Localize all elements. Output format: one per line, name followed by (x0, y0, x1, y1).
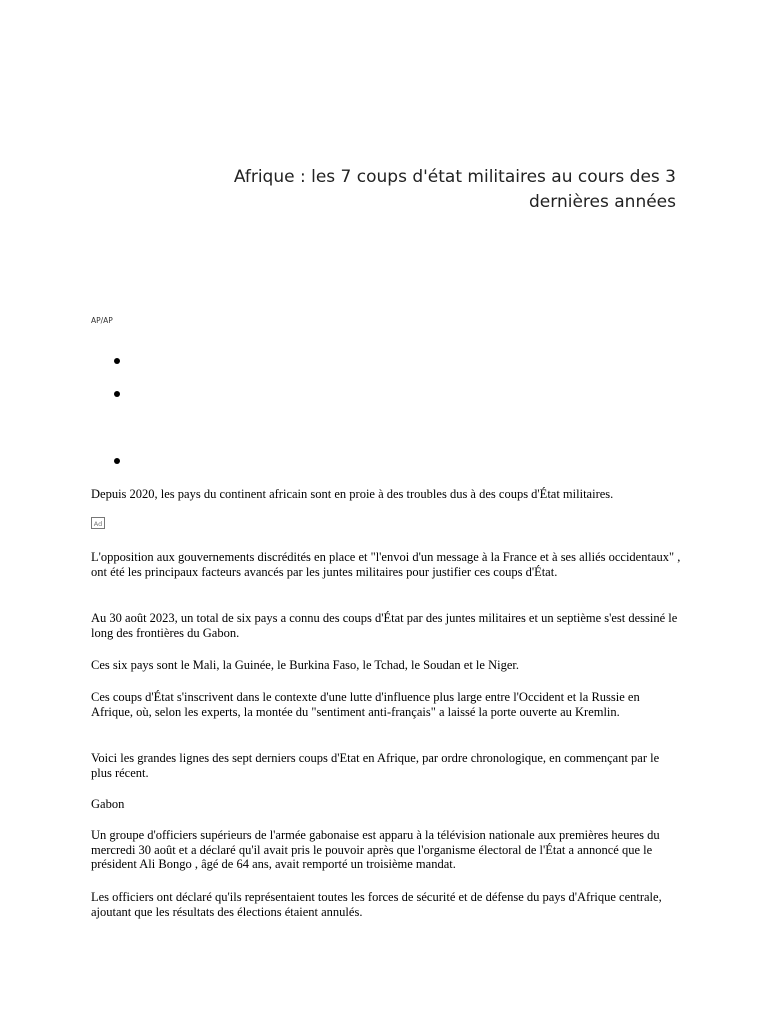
share-list-bullet (114, 358, 120, 364)
paragraph-gabon-1: Un groupe d'officiers supérieurs de l'armée gabonaise est apparu à la télévision nationale aux premières heures du mercredi 30 août et a déclaré qu'il avait pris le pouvoir après que l'organisme électoral de l'État a annoncé que le président Ali Bongo , âgé de 64 ans, avait remporté un troisième mandat. (91, 828, 660, 871)
share-list-bullet (114, 458, 120, 464)
ad-icon[interactable]: Ad (91, 517, 105, 529)
paragraph-countries: Ces six pays sont le Mali, la Guinée, le Burkina Faso, le Tchad, le Soudan et le Niger. (91, 658, 519, 672)
paragraph-count: Au 30 août 2023, un total de six pays a connu des coups d'État par des juntes militaires et un septième s'est dessiné le long des frontières du Gabon. (91, 611, 678, 640)
photo-credit: AP/AP (91, 316, 113, 325)
share-list-bullet (114, 391, 120, 397)
section-heading-gabon: Gabon (91, 797, 125, 811)
paragraph-context: Ces coups d'État s'inscrivent dans le contexte d'une lutte d'influence plus large entre l'Occident et la Russie en Afrique, où, selon les experts, la montée du "sentiment anti-français" a laissé la porte ouverte au Kremlin. (91, 690, 640, 719)
paragraph-gabon-2: Les officiers ont déclaré qu'ils représentaient toutes les forces de sécurité et de défense du pays d'Afrique centrale, ajoutant que les résultats des élections étaient annulés. (91, 890, 662, 919)
paragraph-intro: Depuis 2020, les pays du continent africain sont en proie à des troubles dus à des coups d'État militaires. (91, 487, 614, 501)
paragraph-overview: Voici les grandes lignes des sept derniers coups d'Etat en Afrique, par ordre chronologique, en commençant par le plus récent. (91, 751, 660, 780)
paragraph-opposition: L'opposition aux gouvernements discrédités en place et "l'envoi d'un message à la France et à ses alliés occidentaux" , ont été les principaux facteurs avancés par les juntes militaires pour justifier ces coups d'État. (91, 550, 681, 579)
page-title: Afrique : les 7 coups d'état militaires au cours des 3 dernières années (233, 167, 676, 212)
